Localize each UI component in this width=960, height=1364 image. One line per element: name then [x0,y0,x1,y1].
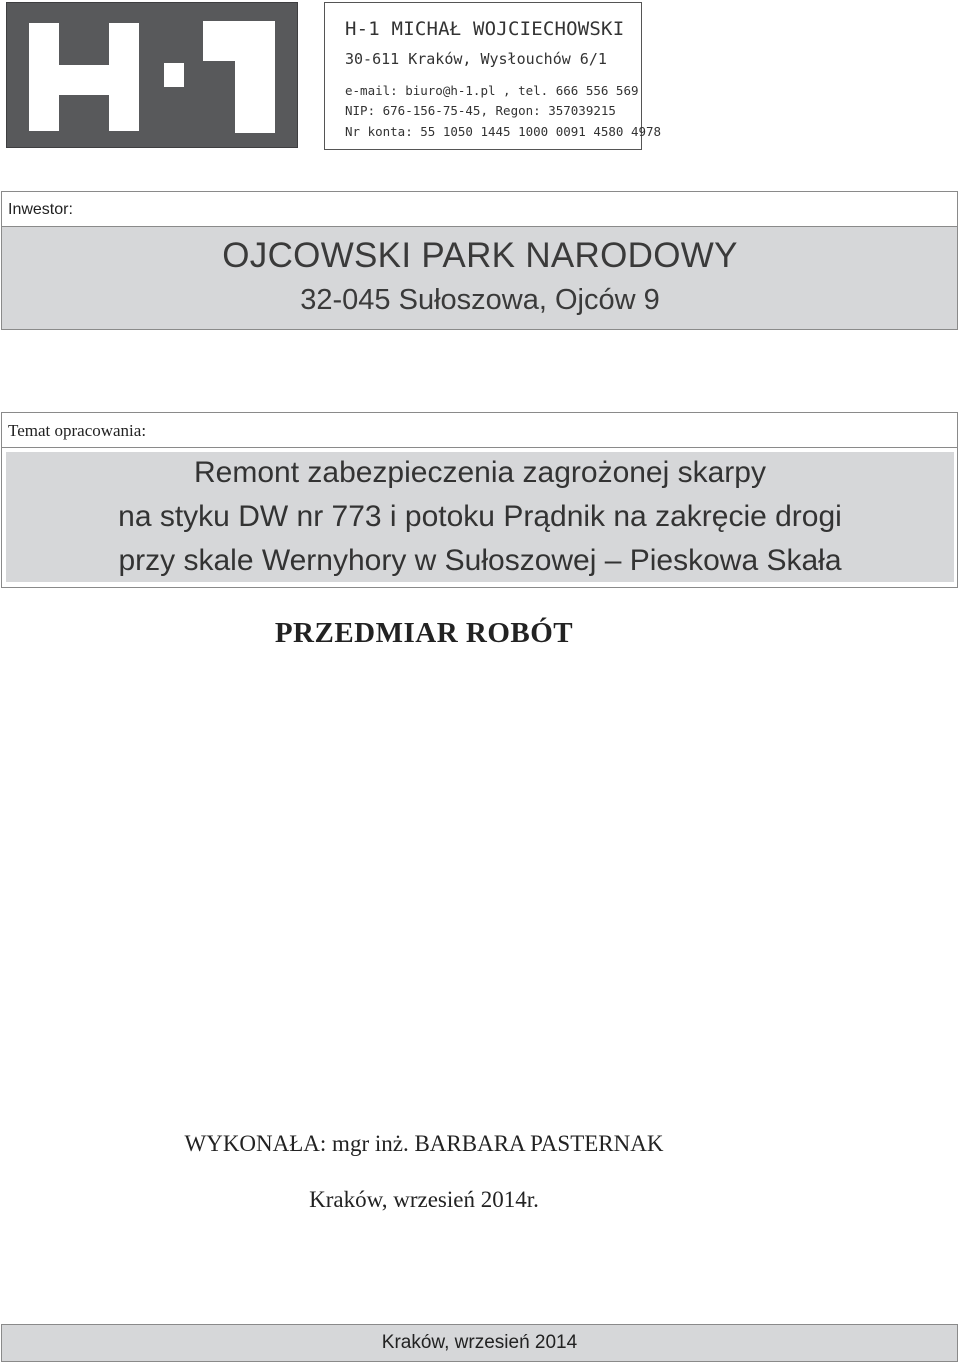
company-ids: NIP: 676-156-75-45, Regon: 357039215 [345,103,616,118]
topic-line-1: Remont zabezpieczenia zagrożonej skarpy [194,456,766,489]
investor-label: Inwestor: [1,191,958,227]
topic-line-3: przy skale Wernyhory w Sułoszowej – Pieskowa Skała [118,544,842,577]
investor-address: 32-045 Sułoszowa, Ojców 9 [300,284,660,316]
company-address: 30-611 Kraków, Wysłouchów 6/1 [345,50,607,68]
document-author: WYKONAŁA: mgr inż. BARBARA PASTERNAK [184,1131,664,1156]
company-name: H-1 MICHAŁ WOJCIECHOWSKI [345,18,625,40]
company-info-card [324,2,662,150]
investor-name: OJCOWSKI PARK NARODOWY [222,236,738,275]
footer-place-date: Kraków, wrzesień 2014 [1,1324,958,1362]
company-contact: e-mail: biuro@h-1.pl , tel. 666 556 569 [345,83,639,98]
h1-logo-icon [7,3,299,149]
company-account: Nr konta: 55 1050 1445 1000 0091 4580 4978 [345,124,662,139]
document-title: PRZEDMIAR ROBÓT [274,617,574,649]
company-logo [6,2,298,148]
document-place-date: Kraków, wrzesień 2014r. [309,1187,539,1212]
topic-line-2: na styku DW nr 773 i potoku Prądnik na zakręcie drogi [118,500,842,533]
topic-label: Temat opracowania: [1,412,958,448]
